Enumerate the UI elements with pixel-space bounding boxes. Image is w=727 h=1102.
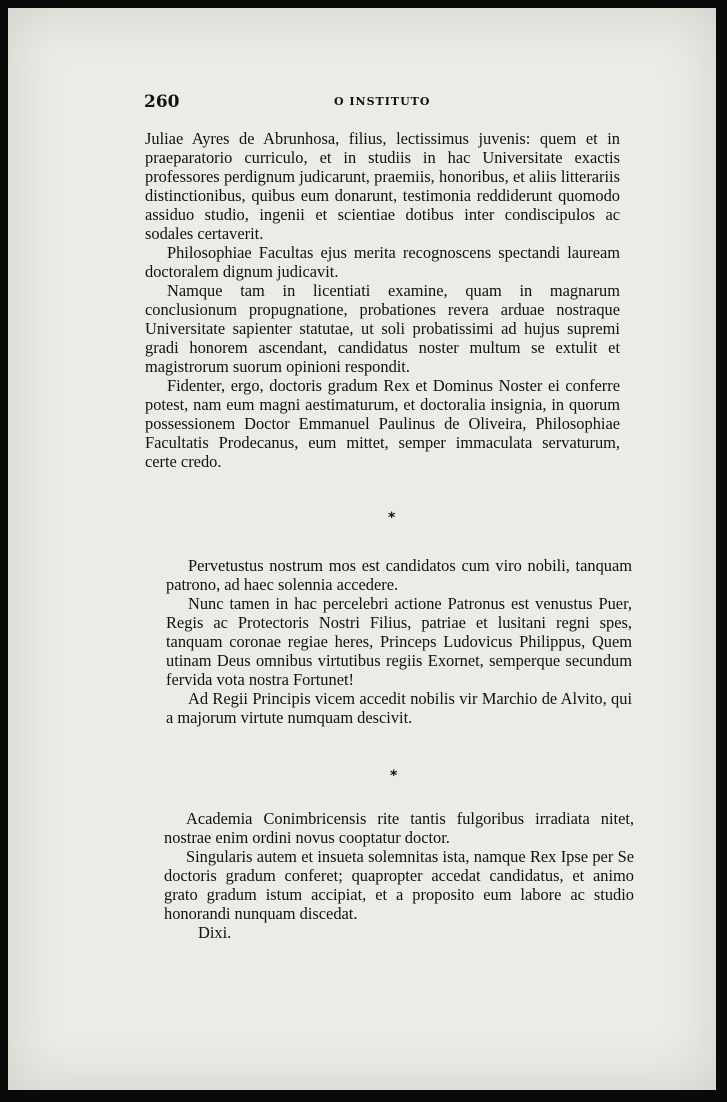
paragraph: Philosophiae Facultas ejus merita recognoscens spectandi lauream doctoralem dignum judicavit. xyxy=(145,243,620,281)
page-header xyxy=(144,92,444,116)
paragraph: Ad Regii Principis vicem accedit nobilis vir Marchio de Alvito, qui a majorum virtute numquam descivit. xyxy=(166,689,632,727)
paragraph: Nunc tamen in hac percelebri actione Patronus est venustus Puer, Regis ac Protectoris Nostri Filius, patriae et lusitani regni spes, tanquam coronae regiae heres, Princeps Ludovicus Philippus, Quem utinam Deus omnibus virtutibus regiis Exornet, semperque secundum fervida vota nostra Fortunet! xyxy=(166,594,632,689)
section-1 xyxy=(145,129,620,471)
section-separator: * xyxy=(390,768,398,784)
paragraph: Juliae Ayres de Abrunhosa, filius, lectissimus juvenis: quem et in praeparatorio curriculo, et in studiis in hac Universitate exactis professores perdignum judicarunt, praemiis, honoribus, et aliis litterariis distinctionibus, quibus eum donarunt, testimonia reddiderunt quomodo assiduo studio, ingenii et scientiae dotibus inter condiscipulos ac sodales certaverit. xyxy=(145,129,620,243)
section-2 xyxy=(166,556,632,727)
page-number: 260 xyxy=(144,92,180,112)
paragraph: Singularis autem et insueta solemnitas ista, namque Rex Ipse per Se doctoris gradum conferet; quapropter accedat candidatus, et animo grato gradum istum accipiat, et a proposito eum labore ac studio honorandi nunquam discedat. xyxy=(164,847,634,923)
section-separator: * xyxy=(388,510,396,526)
paragraph: Pervetustus nostrum mos est candidatos cum viro nobili, tanquam patrono, ad haec solennia accedere. xyxy=(166,556,632,594)
running-title: O INSTITUTO xyxy=(334,95,431,108)
paragraph: Fidenter, ergo, doctoris gradum Rex et Dominus Noster ei conferre potest, nam eum magni aestimaturum, et doctoralia insignia, in quorum possessionem Doctor Emmanuel Paulinus de Oliveira, Philosophiae Facultatis Prodecanus, eum mittet, semper immaculata servaturum, certe credo. xyxy=(145,376,620,471)
closing-word: Dixi. xyxy=(198,923,232,942)
book-page xyxy=(8,8,716,1090)
section-3 xyxy=(164,809,634,923)
paragraph: Academia Conimbricensis rite tantis fulgoribus irradiata nitet, nostrae enim ordini novus cooptatur doctor. xyxy=(164,809,634,847)
paragraph: Namque tam in licentiati examine, quam in magnarum conclusionum propugnatione, probationes revera arduae nostraque Universitate sapienter statutae, ut soli probatissimi ad hujus supremi gradi honorem ascendant, candidatus noster multum se extulit et magistrorum suorum opinioni respondit. xyxy=(145,281,620,376)
